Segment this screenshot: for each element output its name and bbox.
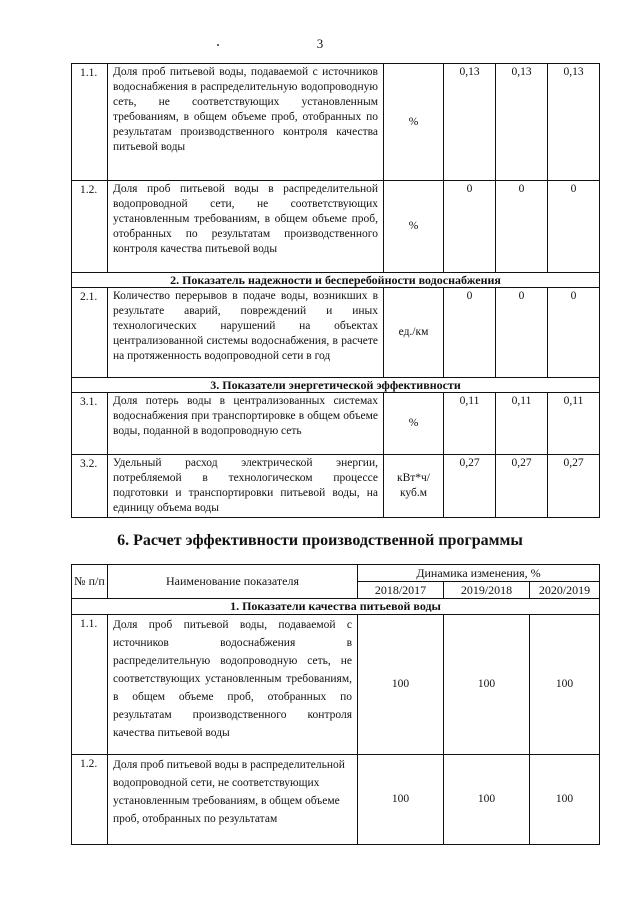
indicator-name: Количество перерывов в подаче воды, возникших в результате аварий, повреждений и иных технологических нарушений на объектах централизованной системы водоснабжения, в расчете на протяженность водопроводной сети в год <box>108 288 384 378</box>
row-number: 3.1. <box>72 393 108 455</box>
table-row <box>72 455 600 518</box>
value-cell: 0 <box>548 288 600 378</box>
column-header-period: 2018/2017 <box>358 582 444 599</box>
page-number: 3 <box>316 36 324 51</box>
column-header-period: 2019/2018 <box>444 582 530 599</box>
value-cell: 0,13 <box>444 64 496 181</box>
row-number: 1.1. <box>72 64 108 181</box>
row-number: 2.1. <box>72 288 108 378</box>
table-row <box>72 288 600 378</box>
indicator-name: Доля проб питьевой воды, подаваемой с источников водоснабжения в распределительную водопроводную сеть, не соответствующих установленным требованиям, в общем объеме проб, отобранных по результатам производственного контроля качества питьевой воды <box>108 64 384 181</box>
value-cell: 0,11 <box>444 393 496 455</box>
value-cell: 0 <box>444 181 496 273</box>
row-number: 1.1. <box>72 615 108 755</box>
value-cell: 0,27 <box>548 455 600 518</box>
indicator-unit: % <box>384 393 444 455</box>
section-row <box>72 273 600 288</box>
value-cell: 0,11 <box>496 393 548 455</box>
value-cell: 100 <box>358 615 444 755</box>
indicators-table <box>71 63 600 518</box>
indicator-name: Удельный расход электрической энергии, потребляемой в технологическом процессе подготовки и транспортировки питьевой воды, на единицу объема воды <box>108 455 384 518</box>
value-cell: 0,13 <box>548 64 600 181</box>
indicator-unit: кВт*ч/куб.м <box>384 455 444 518</box>
section-row <box>72 599 600 615</box>
table-row <box>72 64 600 181</box>
section-title: 3. Показатели энергетической эффективности <box>72 378 600 393</box>
table-row <box>72 181 600 273</box>
value-cell: 100 <box>530 615 600 755</box>
efficiency-table <box>71 564 600 845</box>
value-cell: 0 <box>496 288 548 378</box>
row-number: 1.2. <box>72 755 108 845</box>
value-cell: 0 <box>496 181 548 273</box>
table-row <box>72 393 600 455</box>
value-cell: 100 <box>530 755 600 845</box>
indicator-unit: % <box>384 64 444 181</box>
indicator-name: Доля проб питьевой воды в распределительной водопроводной сети, не соответствующих установленным требованиям, в общем объеме проб, отобранных по результатам <box>108 755 358 845</box>
value-cell: 0,11 <box>548 393 600 455</box>
value-cell: 0 <box>444 288 496 378</box>
value-cell: 100 <box>444 755 530 845</box>
row-number: 3.2. <box>72 455 108 518</box>
value-cell: 100 <box>444 615 530 755</box>
indicator-name: Доля потерь воды в централизованных системах водоснабжения при транспортировке в общем объеме воды, поданной в водопроводную сеть <box>108 393 384 455</box>
section-title: 2. Показатель надежности и бесперебойности водоснабжения <box>72 273 600 288</box>
indicator-name: Доля проб питьевой воды в распределительной водопроводной сети, не соответствующих установленным требованиям, в общем объеме проб, отобранных по результатам производственного контроля качества питьевой воды <box>108 181 384 273</box>
table-row <box>72 615 600 755</box>
header-row <box>72 565 600 582</box>
section-title: 1. Показатели качества питьевой воды <box>72 599 600 615</box>
value-cell: 0,27 <box>496 455 548 518</box>
section-row <box>72 378 600 393</box>
indicator-unit: % <box>384 181 444 273</box>
column-header-period: 2020/2019 <box>530 582 600 599</box>
indicator-unit: ед./км <box>384 288 444 378</box>
scan-speck <box>217 44 219 46</box>
value-cell: 100 <box>358 755 444 845</box>
column-header-name: Наименование показателя <box>108 565 358 599</box>
column-header-dynamics: Динамика изменения, % <box>358 565 600 582</box>
section-heading: 6. Расчет эффективности производственной программы <box>117 532 523 549</box>
column-header-number: № п/п <box>72 565 108 599</box>
value-cell: 0 <box>548 181 600 273</box>
table-row <box>72 755 600 845</box>
value-cell: 0,27 <box>444 455 496 518</box>
row-number: 1.2. <box>72 181 108 273</box>
indicator-name: Доля проб питьевой воды, подаваемой с источников водоснабжения в распределительную водопроводную сеть, не соответствующих установленным требованиям, в общем объеме проб, отобранных по результатам производственного контроля качества питьевой воды <box>108 615 358 755</box>
value-cell: 0,13 <box>496 64 548 181</box>
